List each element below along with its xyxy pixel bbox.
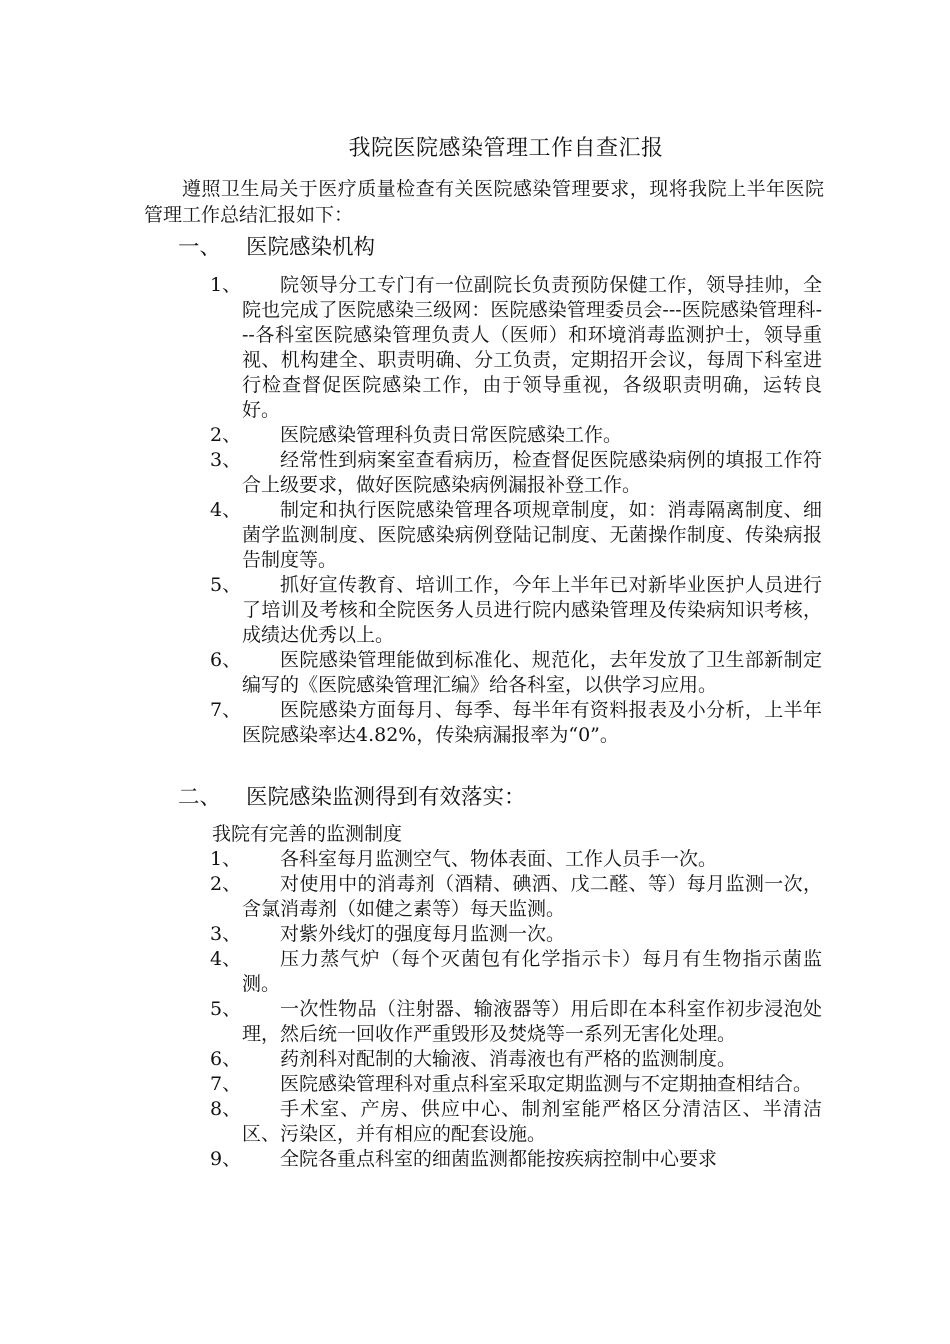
list-item-text: 医院感染管理能做到标准化、规范化，去年发放了卫生部新制定编写的《医院感染管理汇编》给各科室，以供学习应用。 — [242, 649, 822, 696]
list-item — [210, 1097, 822, 1147]
list-item-text: 对紫外线灯的强度每月监测一次。 — [280, 923, 566, 945]
list-item — [210, 1147, 822, 1172]
list-item-number: 3、 — [210, 923, 242, 945]
list-item-text: 各科室每月监测空气、物体表面、工作人员手一次。 — [280, 848, 718, 870]
list-item — [210, 872, 822, 922]
list-item-text: 手术室、产房、供应中心、制剂室能严格区分清洁区、半清洁区、污染区，并有相应的配套设施。 — [242, 1098, 822, 1145]
document-title: 我院医院感染管理工作自查汇报 — [348, 136, 664, 161]
list-item-text: 制定和执行医院感染管理各项规章制度，如：消毒隔离制度、细菌学监测制度、医院感染病例登陆记制度、无菌操作制度、传染病报告制度等。 — [242, 499, 822, 571]
list-item-text: 对使用中的消毒剂（酒精、碘洒、戊二醛、等）每月监测一次，含氯消毒剂（如健之素等）每天监测。 — [242, 873, 822, 920]
list-item-text: 抓好宣传教育、培训工作，今年上半年已对新毕业医护人员进行了培训及考核和全院医务人员进行院内感染管理及传染病知识考核，成绩达优秀以上。 — [242, 574, 822, 646]
section-2-number: 二、 — [178, 785, 222, 810]
list-item-number: 2、 — [210, 873, 242, 895]
section-2-list — [210, 847, 822, 1172]
list-item-number: 6、 — [210, 1048, 242, 1070]
list-item-number: 8、 — [210, 1098, 242, 1120]
list-item-number: 7、 — [210, 699, 242, 721]
list-item-number: 6、 — [210, 649, 242, 671]
list-item-number: 4、 — [210, 948, 242, 970]
list-item — [210, 448, 822, 498]
section-1-list — [210, 273, 822, 748]
list-item-text: 药剂科对配制的大输液、消毒液也有严格的监测制度。 — [280, 1048, 737, 1070]
list-item-number: 5、 — [210, 574, 242, 596]
section-1-number: 一、 — [178, 235, 222, 260]
list-item — [210, 1047, 822, 1072]
list-item-number: 7、 — [210, 1073, 242, 1095]
list-item — [210, 997, 822, 1047]
list-item-text: 全院各重点科室的细菌监测都能按疾病控制中心要求 — [280, 1148, 718, 1170]
list-item-text: 院领导分工专门有一位副院长负责预防保健工作，领导挂帅，全院也完成了医院感染三级网：医院感染管理委员会---医院感染管理科---各科室医院感染管理负责人（医师）和环境消毒监测护士，领导重视、机构建全、职责明确、分工负责，定期招开会议，每周下科室进行检查督促医院感染工作，由于领导重视，各级职责明确，运转良好。 — [242, 274, 822, 421]
list-item-number: 2、 — [210, 424, 242, 446]
list-item — [210, 423, 822, 448]
list-item-text: 经常性到病案室查看病历，检查督促医院感染病例的填报工作符合上级要求，做好医院感染病例漏报补登工作。 — [242, 449, 822, 496]
intro-paragraph: 遵照卫生局关于医疗质量检查有关医院感染管理要求，现将我院上半年医院管理工作总结汇报如下： — [144, 178, 824, 226]
list-item — [210, 648, 822, 698]
list-item — [210, 1072, 822, 1097]
list-item — [210, 498, 822, 573]
list-item — [210, 698, 822, 748]
section-1-heading — [178, 233, 375, 263]
list-item-text: 医院感染管理科负责日常医院感染工作。 — [280, 424, 623, 446]
list-item — [210, 922, 822, 947]
list-item-text: 医院感染管理科对重点科室采取定期监测与不定期抽查相结合。 — [280, 1073, 813, 1095]
list-item-number: 1、 — [210, 274, 242, 296]
list-item-text: 一次性物品（注射器、输液器等）用后即在本科室作初步浸泡处理，然后统一回收作严重毁形及焚烧等一系列无害化处理。 — [242, 998, 822, 1045]
list-item-number: 9、 — [210, 1148, 242, 1170]
list-item — [210, 947, 822, 997]
list-item-number: 3、 — [210, 449, 242, 471]
list-item-text: 压力蒸气炉（每个灭菌包有化学指示卡）每月有生物指示菌监测。 — [242, 948, 822, 995]
section-2-title: 医院感染监测得到有效落实： — [246, 785, 526, 810]
section-2-intro: 我院有完善的监测制度 — [212, 823, 403, 845]
section-2-heading — [178, 783, 526, 813]
list-item-number: 5、 — [210, 998, 242, 1020]
list-item — [210, 847, 822, 872]
list-item-number: 1、 — [210, 848, 242, 870]
list-item-text: 医院感染方面每月、每季、每半年有资料报表及小分析，上半年医院感染率达4.82%，传染病漏报率为“0”。 — [242, 699, 822, 746]
list-item — [210, 573, 822, 648]
list-item — [210, 273, 822, 423]
section-1-title: 医院感染机构 — [246, 235, 376, 260]
list-item-number: 4、 — [210, 499, 242, 521]
